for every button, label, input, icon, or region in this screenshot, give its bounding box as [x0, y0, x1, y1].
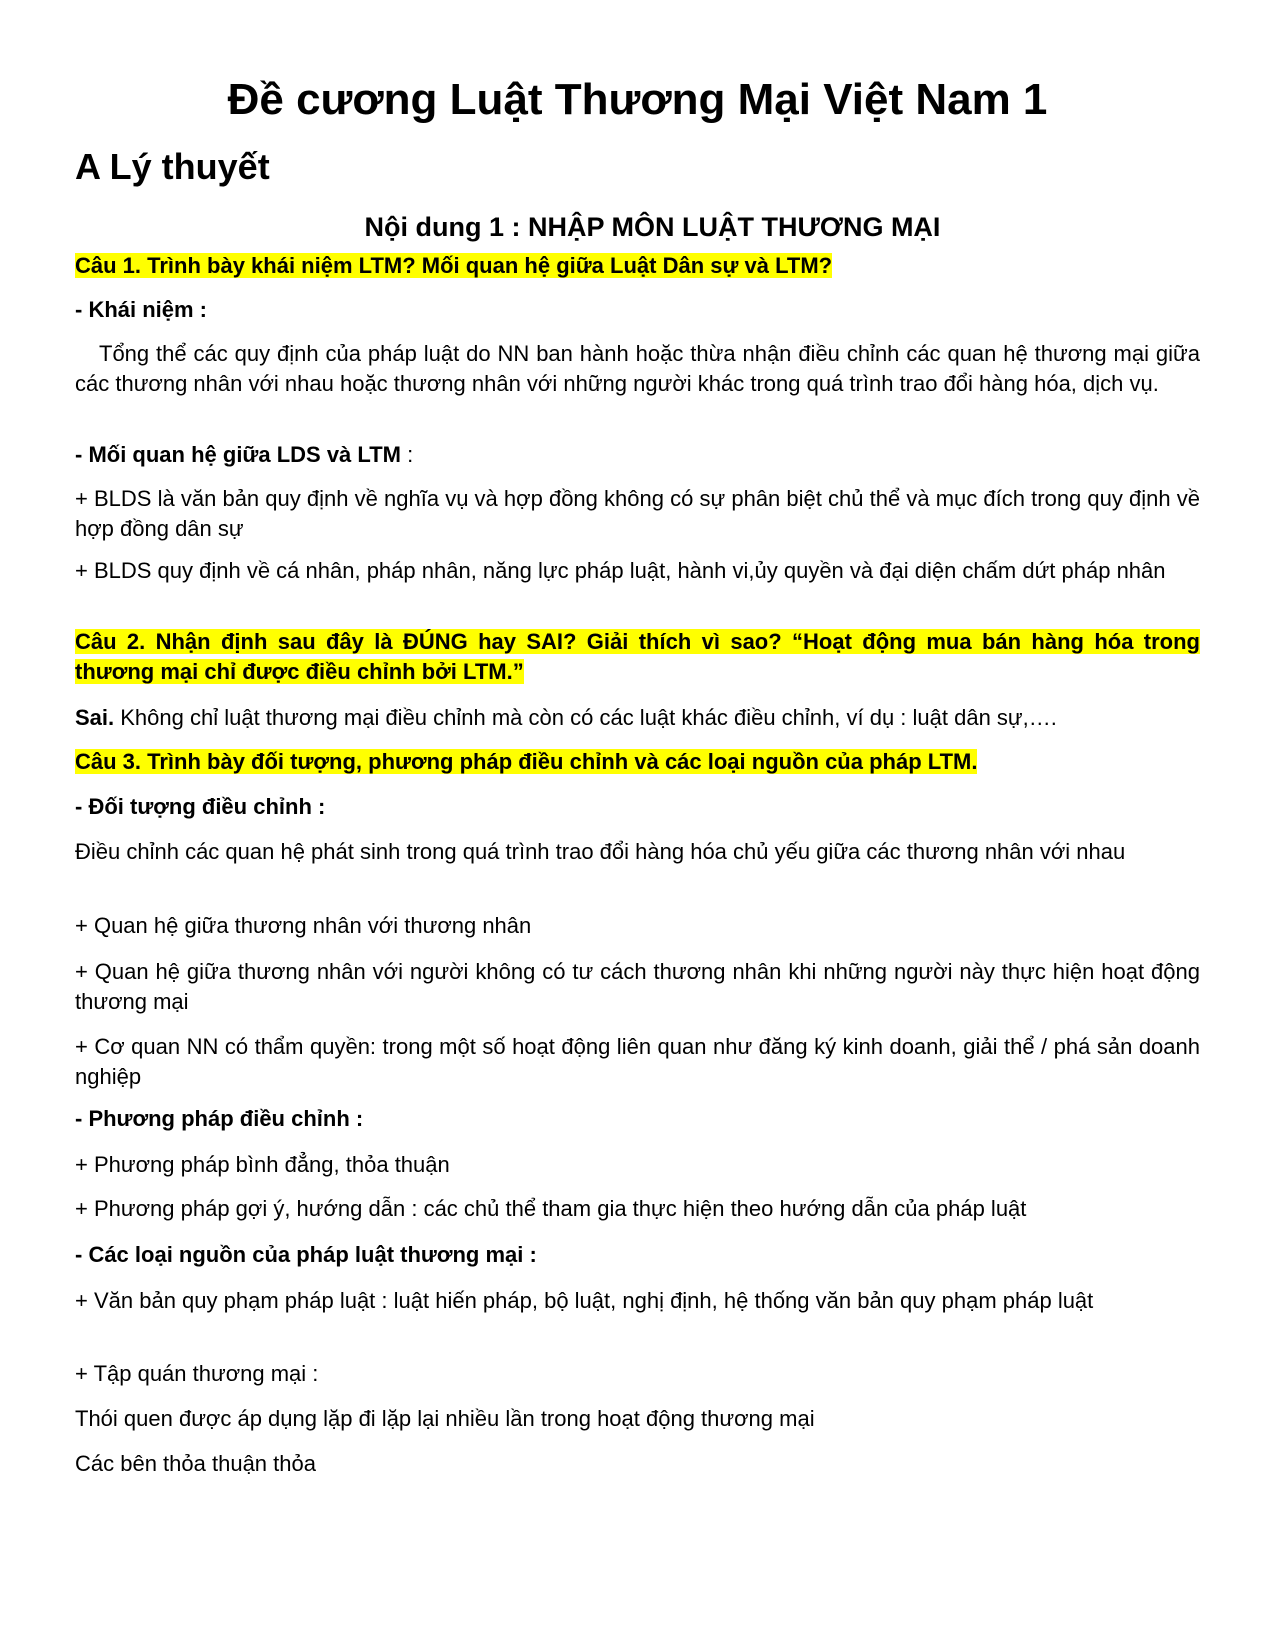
question-1-text: Câu 1. Trình bày khái niệm LTM? Mối quan hệ giữa Luật Dân sự và LTM? [75, 253, 833, 278]
question-2-text: Câu 2. Nhận định sau đây là ĐÚNG hay SAI? Giải thích vì sao? “Hoạt động mua bán hàng hóa trong thương mại chỉ được điều chỉnh bởi LTM.” [75, 629, 1200, 684]
q3-method-point-2: + Phương pháp gợi ý, hướng dẫn : các chủ thể tham gia thực hiện theo hướng dẫn của pháp luật [75, 1196, 1027, 1221]
section-title: A Lý thuyết [75, 146, 270, 187]
q3-object-text: Điều chỉnh các quan hệ phát sinh trong quá trình trao đổi hàng hóa chủ yếu giữa các thương nhân với nhau [75, 839, 1126, 864]
question-2 [75, 627, 1200, 687]
question-3 [75, 747, 1200, 777]
q3-method-point-1: + Phương pháp bình đẳng, thỏa thuận [75, 1152, 450, 1177]
q3-source-heading: - Các loại nguồn của pháp luật thương mại : [75, 1242, 537, 1267]
q1-relation-colon: : [400, 442, 414, 467]
q3-object-point-3: + Cơ quan NN có thẩm quyền: trong một số hoạt động liên quan như đăng ký kinh doanh, giải thể / phá sản doanh nghiệp [75, 1034, 1200, 1089]
content-heading: Nội dung 1 : NHẬP MÔN LUẬT THƯƠNG MẠI [364, 212, 941, 242]
q2-answer-label: Sai. [75, 705, 115, 730]
q1-relation-point-1: + BLDS là văn bản quy định về nghĩa vụ và hợp đồng không có sự phân biệt chủ thể và mục đích trong quy định về hợp đồng dân sự [75, 486, 1200, 541]
q3-method-heading: - Phương pháp điều chỉnh : [75, 1106, 364, 1131]
q3-object-point-2: + Quan hệ giữa thương nhân với người không có tư cách thương nhân khi những người này thực hiện hoạt động thương mại [75, 959, 1200, 1014]
q3-object-heading: - Đối tượng điều chỉnh : [75, 794, 326, 819]
document-title: Đề cương Luật Thương Mại Việt Nam 1 [227, 75, 1048, 124]
q1-concept-text: Tổng thể các quy định của pháp luật do NN ban hành hoặc thừa nhận điều chỉnh các quan hệ thương mại giữa các thương nhân với nhau hoặc thương nhân với những người khác trong quá trình trao đổi hàng hóa, dịch vụ. [75, 341, 1200, 396]
q2-answer-text: Không chỉ luật thương mại điều chỉnh mà còn có các luật khác điều chỉnh, ví dụ : luật dân sự,…. [114, 705, 1057, 730]
q1-relation-heading-line [75, 440, 1200, 470]
q3-source-text-2: Các bên thỏa thuận thỏa [75, 1451, 316, 1476]
q1-relation-heading: - Mối quan hệ giữa LDS và LTM [75, 442, 401, 467]
question-1 [75, 251, 1200, 281]
q3-object-point-1: + Quan hệ giữa thương nhân với thương nhân [75, 913, 532, 938]
q2-answer [75, 703, 1200, 733]
question-3-text: Câu 3. Trình bày đối tượng, phương pháp điều chỉnh và các loại nguồn của pháp LTM. [75, 749, 978, 774]
q1-concept-heading: - Khái niệm : [75, 297, 208, 322]
q3-source-point-2: + Tập quán thương mại : [75, 1361, 319, 1386]
q3-source-text-1: Thói quen được áp dụng lặp đi lặp lại nhiều lần trong hoạt động thương mại [75, 1406, 815, 1431]
q1-relation-point-2: + BLDS quy định về cá nhân, pháp nhân, năng lực pháp luật, hành vi,ủy quyền và đại diện chấm dứt pháp nhân [75, 558, 1166, 583]
q3-source-point-1: + Văn bản quy phạm pháp luật : luật hiến pháp, bộ luật, nghị định, hệ thống văn bản quy phạm pháp luật [75, 1288, 1094, 1313]
